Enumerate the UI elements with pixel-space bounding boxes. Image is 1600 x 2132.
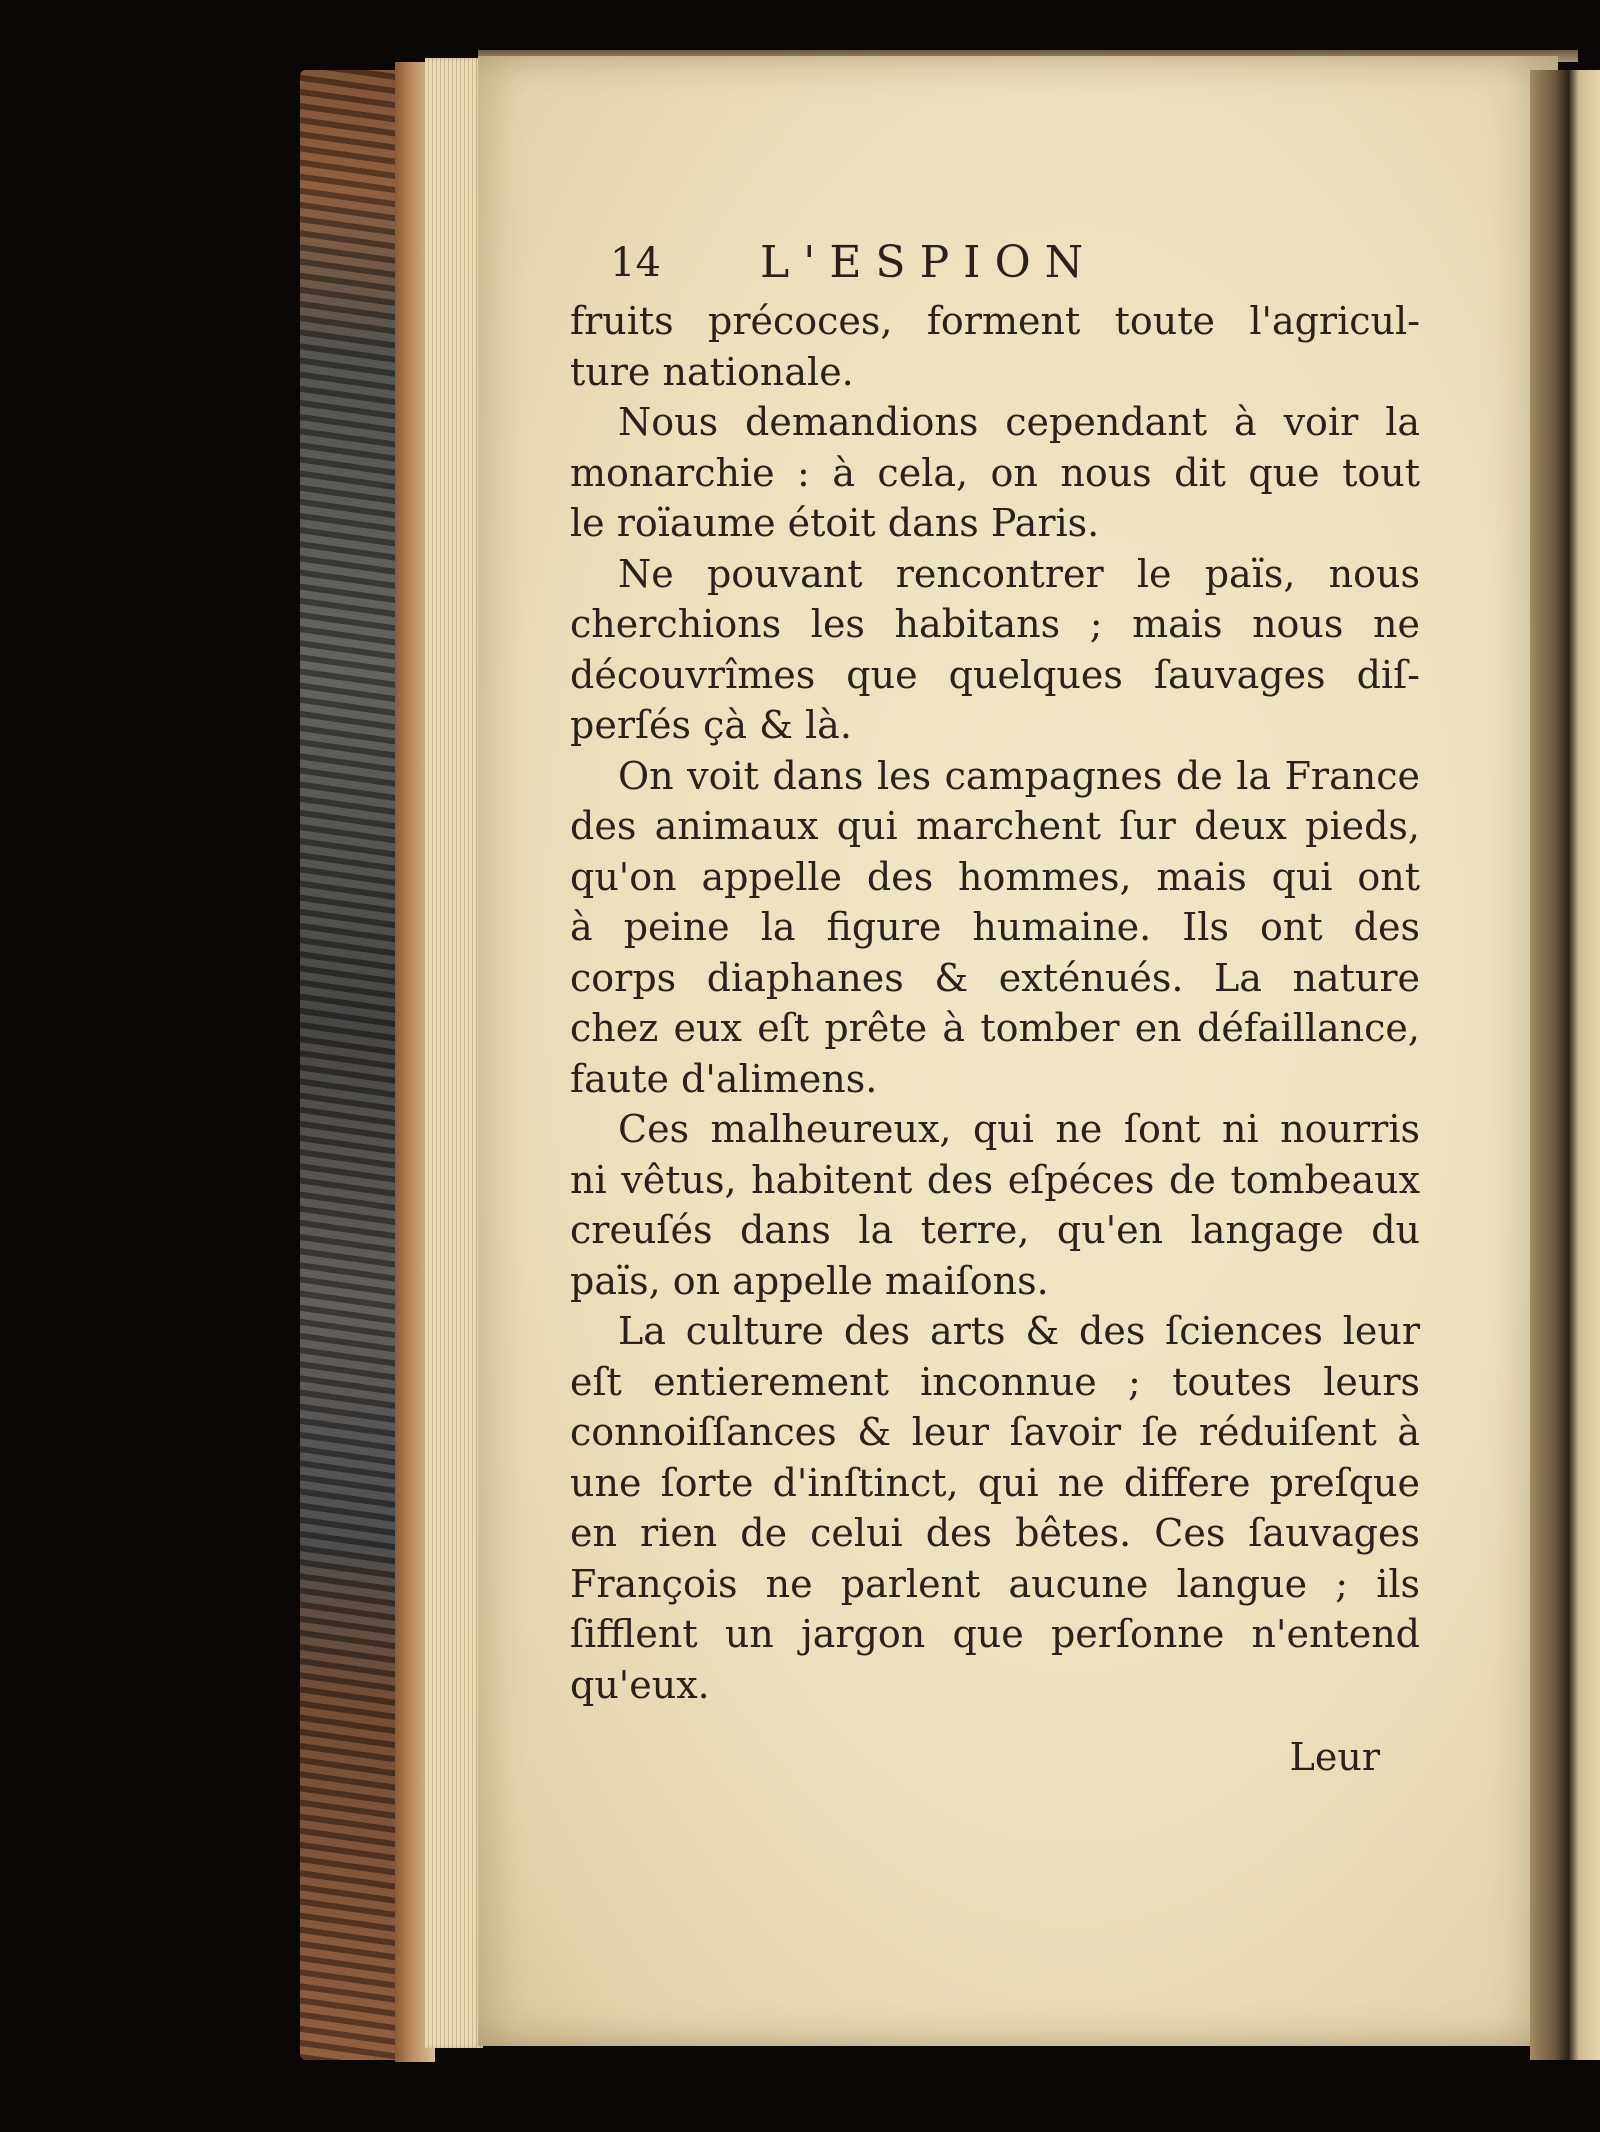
text-line: On voit dans les campagnes de la France <box>618 753 1420 798</box>
text-line: ture nationale. <box>570 349 854 394</box>
text-line: perſés çà & là. <box>570 703 852 747</box>
text-line: La culture des arts & des ſciences leur <box>618 1309 1420 1353</box>
text-line: François ne parlent aucune langue ; ils <box>570 1561 1420 1606</box>
book-binding <box>300 70 410 2060</box>
text-line: païs, on appelle maiſons. <box>570 1258 1049 1303</box>
text-line: découvrîmes que quelques ſauvages diſ- <box>570 652 1420 697</box>
running-title: L'ESPION <box>760 237 1098 288</box>
text-line: Ces malheureux, qui ne ſont ni nourris <box>618 1107 1420 1151</box>
page-block-edges <box>425 58 483 2048</box>
text-line: en rien de celui des bêtes. Ces ſauvages <box>570 1511 1420 1555</box>
text-line: monarchie : à cela, on nous dit que tout <box>570 450 1420 495</box>
text-line: ni vêtus, habitent des eſpéces de tombeaux <box>570 1157 1420 1202</box>
text-line: Ne pouvant rencontrer le païs, nous <box>618 551 1420 596</box>
text-line: une ſorte d'inſtinct, qui ne differe preſque <box>570 1460 1420 1505</box>
text-line: à peine la figure humaine. Ils ont des <box>570 905 1420 949</box>
text-block <box>570 232 1420 1782</box>
text-line: cherchions les habitans ; mais nous ne <box>570 602 1420 646</box>
text-line: faute d'alimens. <box>570 1056 878 1101</box>
text-line: Nous demandions cependant à voir la <box>618 400 1420 444</box>
text-line: qu'on appelle des hommes, mais qui ont <box>570 854 1420 899</box>
text-line: qu'eux. <box>570 1662 710 1707</box>
text-line: fruits précoces, forment toute l'agricul- <box>570 299 1420 343</box>
text-line: connoiſſances & leur ſavoir ſe réduiſent à <box>570 1410 1420 1454</box>
catchword: Leur <box>1289 1735 1380 1779</box>
text-line: eſt entierement inconnue ; toutes leurs <box>570 1359 1420 1404</box>
text-line: corps diaphanes & exténués. La nature <box>570 955 1420 1000</box>
gutter-shadow <box>1530 70 1600 2060</box>
page-number: 14 <box>610 240 661 286</box>
text-line: ſifflent un jargon que perſonne n'entend <box>570 1612 1420 1656</box>
text-line: creuſés dans la terre, qu'en langage du <box>570 1208 1420 1252</box>
text-line: des animaux qui marchent ſur deux pieds, <box>570 804 1420 848</box>
running-head <box>570 232 1420 294</box>
text-line: le roïaume étoit dans Paris. <box>570 501 1100 545</box>
text-line: chez eux eſt prête à tomber en défaillance, <box>570 1006 1420 1050</box>
body-text <box>570 296 1420 1710</box>
